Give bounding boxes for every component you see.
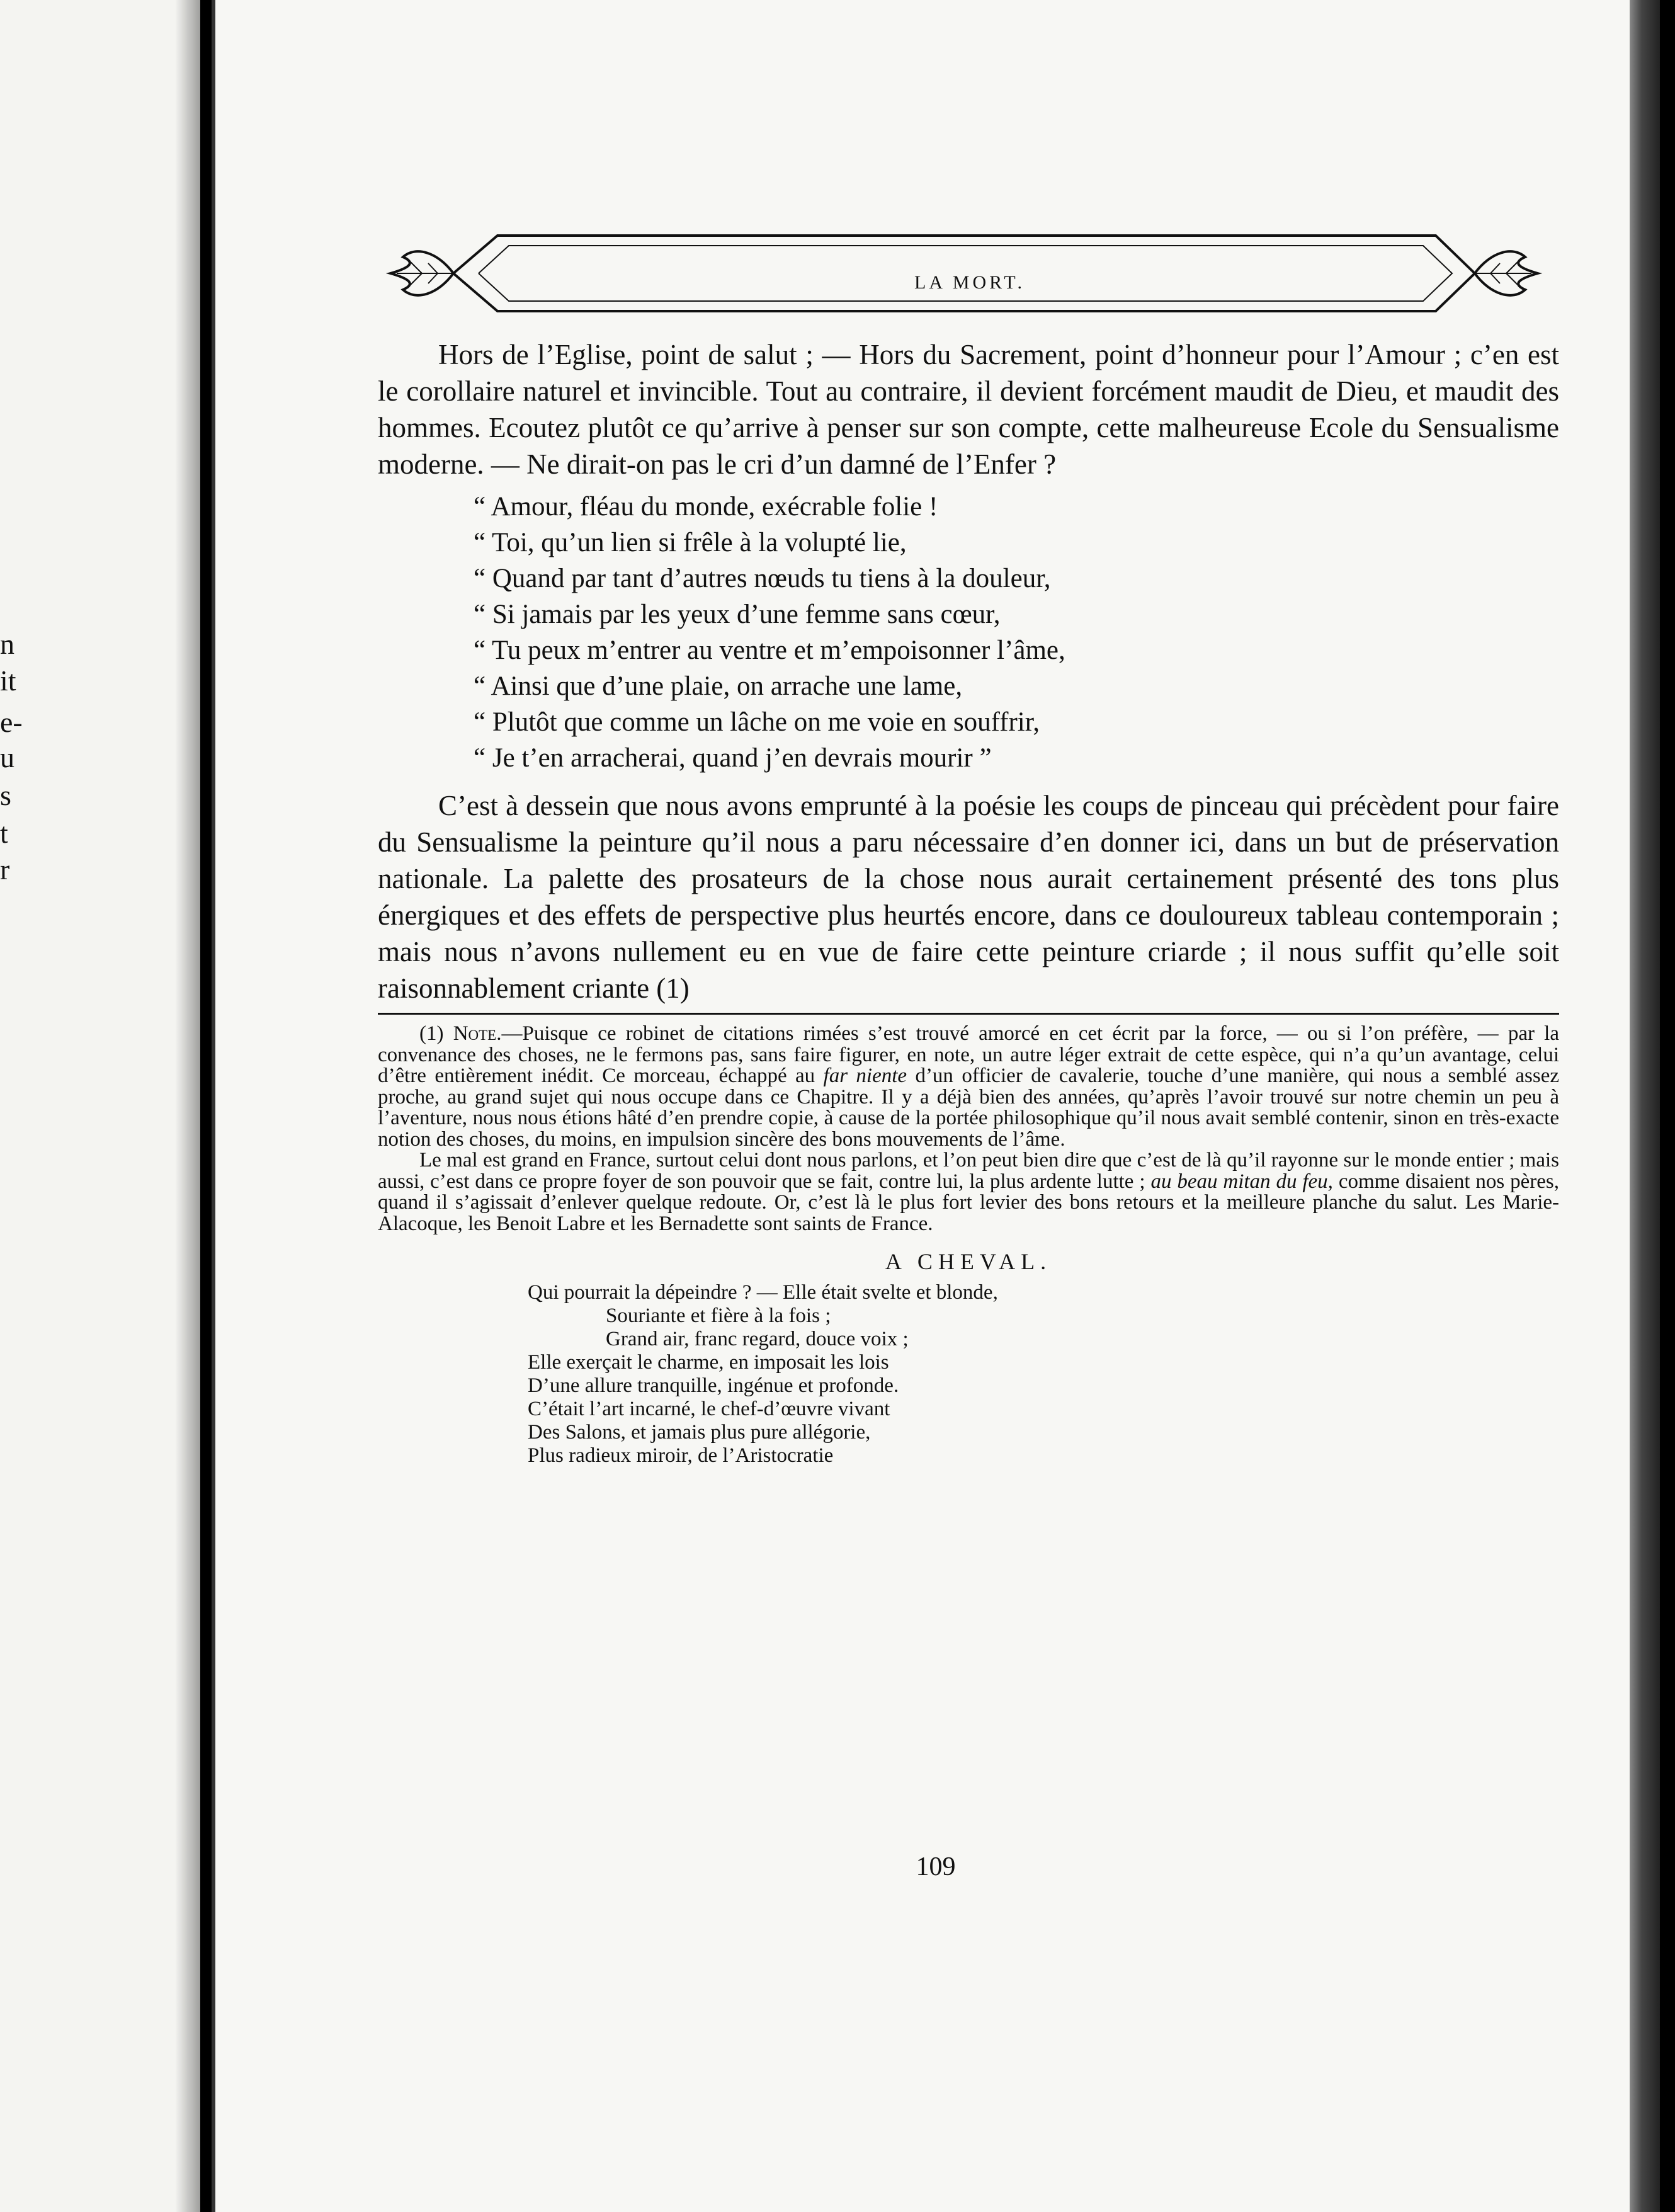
verse-line: “ Plutôt que comme un lâche on me voie en souffrir, xyxy=(474,707,1040,737)
poem-title: A CHEVAL. xyxy=(885,1249,1052,1274)
footnote-paragraph-1 xyxy=(378,1023,1559,1150)
verse-quotation xyxy=(378,489,1559,776)
verse-line: “ Si jamais par les yeux d’une femme sans cœur, xyxy=(474,600,1001,629)
previous-page-fragment: r xyxy=(0,853,10,886)
verse-line: “ Tu peux m’entrer au ventre et m’empoisonner l’âme, xyxy=(474,636,1065,665)
footnote-rule xyxy=(378,1013,1559,1015)
paragraph-commentary: C’est à dessein que nous avons emprunté à la poésie les coups de pinceau qui précèdent pour faire du Sensualisme la peinture qu’il nous a paru nécessaire d’en donner ici, dans un but de préservation nationale. La palette des prosateurs de la chose nous aurait certainement présenté des tons plus énergiques et des effets de perspective plus heurtés encore, dans ce douloureux tableau contemporain ; mais nous n’avons nullement eu en vue de faire cette peinture criarde ; il nous suffit qu’elle soit raisonnablement criante (1) xyxy=(378,790,1559,1004)
verse-line: “ Je t’en arracherai, quand j’en devrais mourir ” xyxy=(474,743,992,773)
running-header xyxy=(378,227,1562,321)
page-body xyxy=(378,336,1559,1468)
poem-line: C’était l’art incarné, le chef-d’œuvre vivant xyxy=(528,1398,890,1420)
previous-page-fragment: it xyxy=(0,664,16,697)
footnote-text: Le mal est grand en France, surtout celui dont nous parlons, et l’on peut bien dire que c’est de là qu’il rayonne sur le monde entier ; mais aussi, c’est dans ce propre foyer de son pouvoir que se fait, contre lui, la plus ardente lutte ; xyxy=(378,1149,1559,1193)
poem xyxy=(378,1281,1559,1468)
poem-line: Grand air, franc regard, douce voix ; xyxy=(606,1328,909,1350)
previous-page-fragment: t xyxy=(0,817,8,849)
book-page xyxy=(212,0,1660,2212)
footnote-text: d’un officier de cavalerie, touche d’une manière, qui nous a semblé assez proche, au grand sujet qui nous occupe dans ce Chapitre. Il y a déjà bien des années, qu’après l’avoir trouvé sur notre chemin un peu à l’aventure, nous nous étions hâté d’en prendre copie, à cause de la portée philosophique qu’il nous avait semblé contenir, sinon en très-exacte notion des choses, du moins, en impulsion sincère des bons mouvements de l’âme. xyxy=(378,1064,1559,1151)
poem-line: D’une allure tranquille, ingénue et profonde. xyxy=(528,1374,899,1397)
poem-line: Elle exerçait le charme, en imposait les lois xyxy=(528,1351,889,1374)
poem-line: Souriante et fière à la fois ; xyxy=(606,1304,831,1327)
previous-page-edge xyxy=(0,0,200,2212)
footnote-label: Note. xyxy=(453,1022,502,1045)
poem-line: Qui pourrait la dépeindre ? — Elle était svelte et blonde, xyxy=(528,1281,998,1304)
footnote-italic-text: far niente xyxy=(823,1064,907,1087)
footnote-marker: (1) xyxy=(419,1022,453,1045)
page-number: 109 xyxy=(916,1852,956,1881)
footnote-text: comme disaient nos pères, quand il s’agissait d’enlever quelque redoute. Or, c’est là le plus fort levier des bons retours et la meilleure planche du salut. Les Marie-Alacoque, les Benoit Labre et les Bernadette sont saints de France. xyxy=(378,1170,1560,1235)
gutter-shadow xyxy=(175,0,200,2212)
verse-line: “ Ainsi que d’une plaie, on arrache une lame, xyxy=(474,671,963,701)
verse-line: “ Toi, qu’un lien si frêle à la volupté lie, xyxy=(474,528,907,557)
previous-page-fragment: n xyxy=(0,628,14,660)
footnote-italic-text: au beau mitan du feu, xyxy=(1150,1170,1333,1193)
previous-page-fragment: e- xyxy=(0,706,23,738)
paragraph-intro: Hors de l’Eglise, point de salut ; — Hors du Sacrement, point d’honneur pour l’Amour ; c’en est le corollaire naturel et invincible. Tout au contraire, il devient forcément maudit de Dieu, et maudit des hommes. Ecoutez plutôt ce qu’arrive à penser sur son compte, cette malheureuse Ecole du Sensualisme moderne. — Ne dirait-on pas le cri d’un damné de l’Enfer ? xyxy=(378,339,1559,480)
verse-line: “ Amour, fléau du monde, exécrable folie ! xyxy=(474,492,938,522)
previous-page-fragment: u xyxy=(0,741,14,773)
previous-page-fragment: s xyxy=(0,779,11,811)
verse-line: “ Quand par tant d’autres nœuds tu tiens à la douleur, xyxy=(474,564,1051,593)
footnote-paragraph-2 xyxy=(378,1150,1559,1234)
footnote-text: —Puisque ce robinet de citations rimées s’est trouvé amorcé en cet écrit par la force, — ou si l’on préfère, — par la convenance des choses, ne le fermons pas, sans faire figurer, en note, un autre léger extrait de cette espèce, qui n’a qu’un avantage, celui d’être entièrement inédit. Ce morceau, échappé au xyxy=(378,1022,1559,1087)
running-title: LA MORT. xyxy=(914,272,1025,293)
poem-line: Plus radieux miroir, de l’Aristocratie xyxy=(528,1444,834,1467)
poem-line: Des Salons, et jamais plus pure allégorie, xyxy=(528,1421,871,1444)
